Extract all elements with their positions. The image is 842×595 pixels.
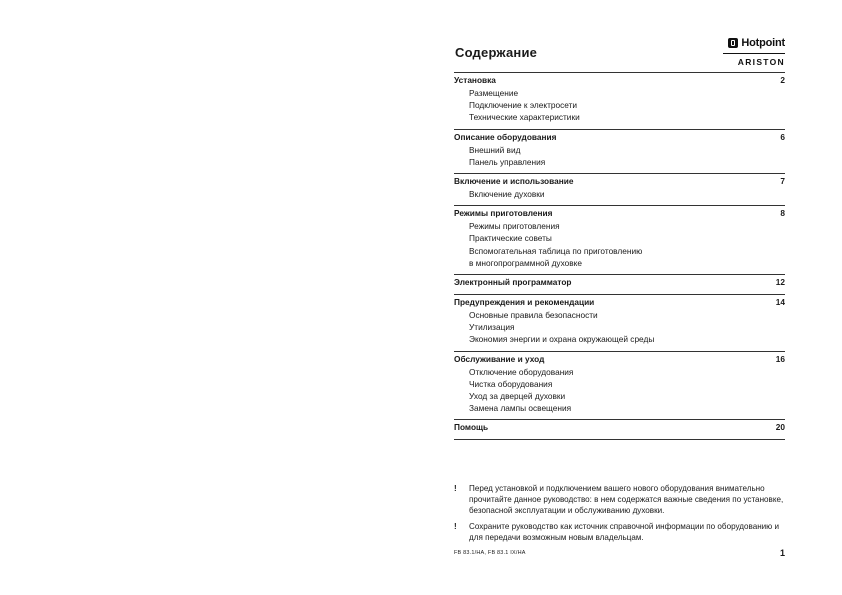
toc-section — [454, 294, 785, 351]
logo-brand: Hotpoint — [741, 37, 785, 49]
toc-section-row — [454, 354, 785, 366]
toc-subitem: Технические характеристики — [469, 112, 580, 123]
toc-section-row — [454, 176, 785, 188]
toc-subitem: Панель управления — [469, 156, 546, 167]
toc-subitem: Чистка оборудования — [469, 378, 553, 389]
toc-section-row — [454, 208, 785, 220]
page — [454, 30, 785, 580]
toc-subitem: Внешний вид — [469, 144, 521, 155]
page-title: Содержание — [455, 45, 538, 60]
note-text: Сохраните руководство как источник справочной информации по оборудованию и для передачи возможным новым владельцам. — [469, 521, 780, 542]
toc-subitem: Замена лампы освещения — [469, 403, 572, 414]
toc-subitem: Практические советы — [469, 233, 552, 244]
header — [454, 30, 785, 70]
toc-section-title: Предупреждения и рекомендации — [454, 297, 595, 308]
note-text: Перед установкой и подключением вашего нового оборудования внимательно прочитайте данное руководство: в нем содержатся важные сведения по установке, безопасной эксплуатации и обслуживанию духовки. — [469, 484, 784, 516]
toc-subitem: Основные правила безопасности — [469, 310, 598, 321]
toc-section-row — [454, 297, 785, 309]
toc-section-title: Включение и использование — [454, 176, 574, 187]
brand-logo — [723, 36, 785, 68]
warning-icon: ! — [454, 521, 457, 531]
toc-subitem: Отключение оборудования — [469, 366, 574, 377]
logo-top — [723, 36, 785, 50]
toc-subitem: Режимы приготовления — [469, 221, 560, 232]
toc-subitem: в многопрограммной духовке — [469, 257, 582, 268]
toc-section-page: 8 — [780, 208, 785, 219]
logo-sub: ARISTON — [737, 57, 785, 67]
toc-section — [454, 274, 785, 294]
toc-section-title: Помощь — [454, 422, 489, 433]
toc-section-row — [454, 277, 785, 289]
logo-rule — [723, 53, 785, 54]
toc-section — [454, 419, 785, 439]
toc-subitem: Размещение — [469, 88, 519, 98]
toc-section-page: 14 — [775, 297, 785, 308]
toc-section — [454, 129, 785, 173]
table-of-contents — [454, 72, 785, 440]
toc-section — [454, 351, 785, 420]
warning-icon: ! — [454, 484, 457, 493]
toc-section — [454, 205, 785, 274]
toc-subitem: Включение духовки — [469, 189, 545, 200]
toc-subitem: Уход за дверцей духовки — [469, 391, 566, 402]
page-number: 1 — [779, 548, 785, 558]
toc-section-page: 6 — [780, 131, 785, 142]
toc-subitem: Вспомогательная таблица по приготовлению — [469, 245, 643, 256]
notes — [454, 483, 785, 547]
footer — [454, 548, 785, 562]
toc-section-page: 7 — [780, 176, 785, 187]
toc-section — [454, 173, 785, 205]
toc-subitem: Подключение к электросети — [469, 100, 578, 111]
toc-section-title: Описание оборудования — [454, 131, 557, 142]
toc-section-title: Электронный программатор — [454, 277, 572, 288]
toc-section-page: 16 — [775, 353, 785, 364]
note — [454, 483, 785, 517]
toc-subitem: Экономия энергии и охрана окружающей среды — [469, 334, 655, 345]
toc-end-rule — [454, 439, 785, 440]
toc-section — [454, 72, 785, 129]
toc-section-title: Режимы приготовления — [454, 208, 553, 219]
toc-section-row — [454, 132, 785, 144]
toc-section-title: Обслуживание и уход — [454, 353, 545, 364]
toc-section-row — [454, 75, 785, 87]
model-number: FB 83.1/HA, FB 83.1 IX/HA — [454, 550, 526, 556]
hotpoint-logo-icon — [728, 38, 738, 48]
toc-section-title: Установка — [454, 75, 496, 85]
toc-subitem: Утилизация — [469, 322, 515, 333]
note — [454, 521, 785, 543]
toc-section-page: 20 — [775, 422, 785, 433]
toc-section-row — [454, 422, 785, 434]
toc-section-page: 12 — [775, 277, 785, 288]
toc-section-page: 2 — [780, 75, 785, 85]
